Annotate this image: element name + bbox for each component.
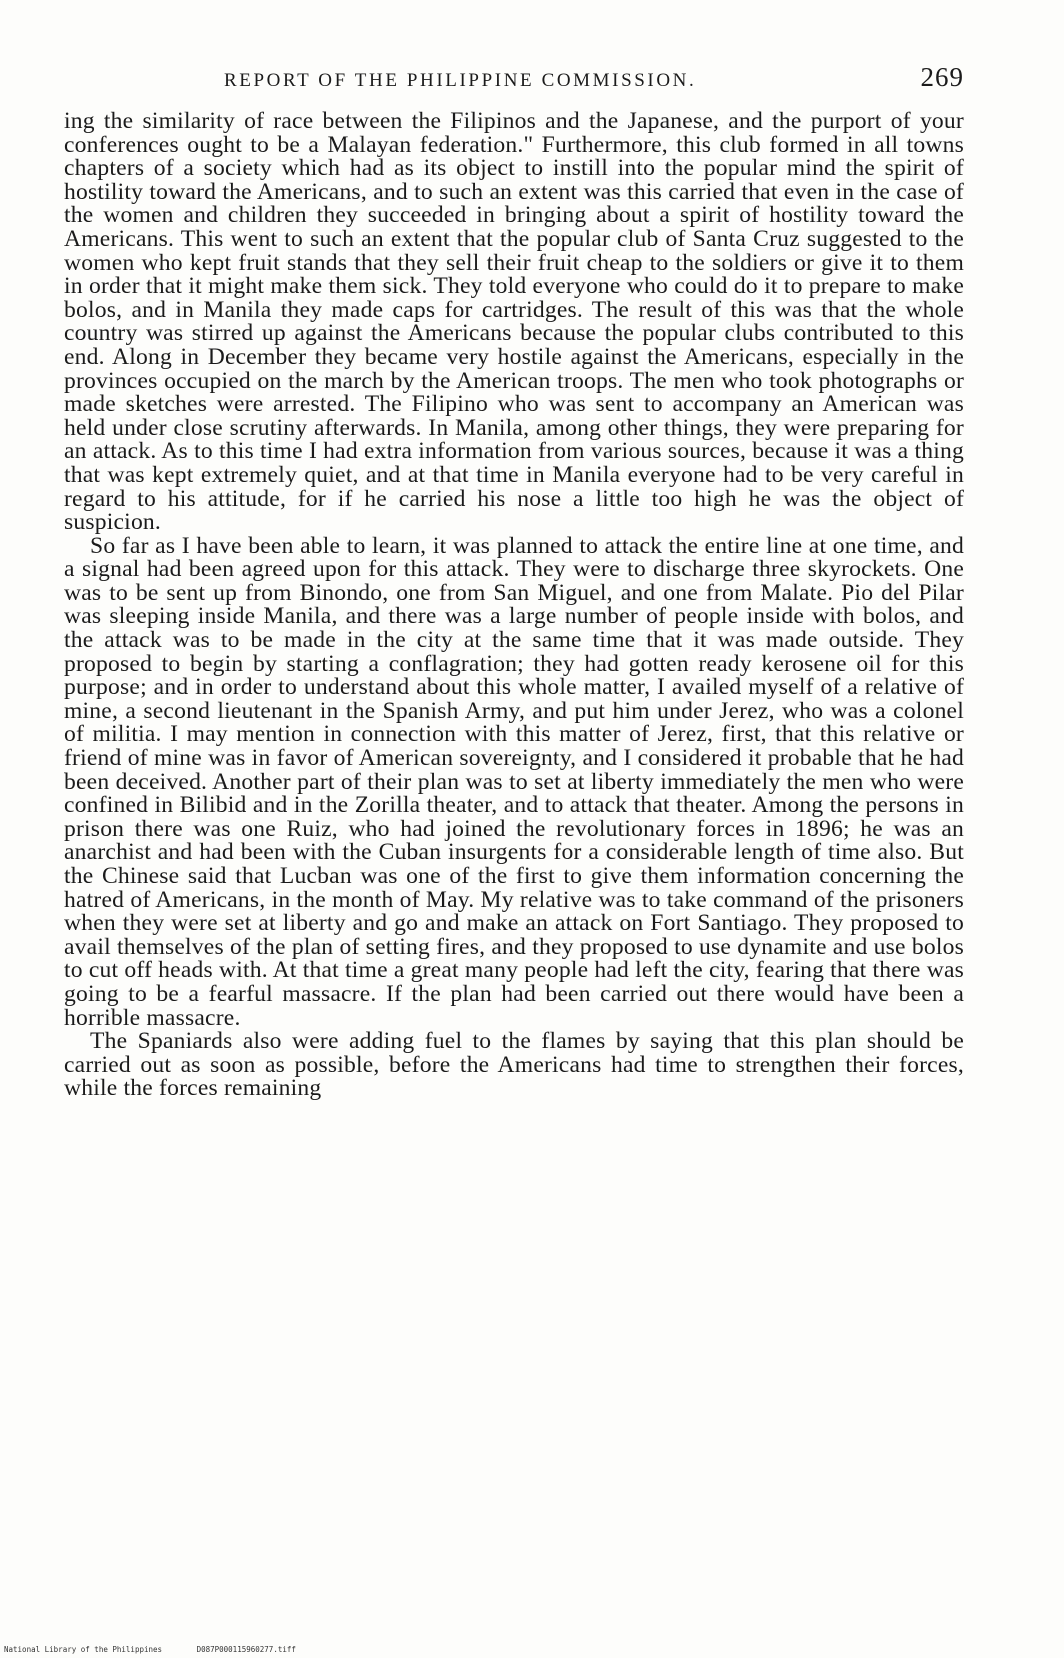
scan-footer — [4, 1645, 296, 1654]
running-title: REPORT OF THE PHILIPPINE COMMISSION. — [224, 70, 697, 91]
paragraph-1: ing the similarity of race between the Filipinos and the Japanese, and the purport of your conferences ought to be a Malayan federation." Furthermore, this club formed in all towns chapters of a society which had as its object to instill into the popular mind the spirit of hostility toward the Americans, and to such an extent was this carried that even in the case of the women and children they succeeded in bringing about a spirit of hostility toward the Americans. This went to such an extent that the popular club of Santa Cruz suggested to the women who kept fruit stands that they sell their fruit cheap to the soldiers or give it to them in order that it might make them sick. They told everyone who could do it to prepare to make bolos, and in Manila they made caps for cartridges. The result of this was that the whole country was stirred up against the Americans because the popular clubs contributed to this end. Along in December they became very hostile against the Americans, especially in the provinces occupied on the march by the American troops. The men who took photographs or made sketches were arrested. The Filipino who was sent to accompany an American was held under close scrutiny afterwards. In Manila, among other things, they were preparing for an attack. As to this time I had extra information from various sources, because it was a thing that was kept extremely quiet, and at that time in Manila everyone had to be very careful in regard to his attitude, for if he carried his nose a little too high he was the object of suspicion. — [64, 108, 964, 536]
running-header — [64, 62, 964, 98]
page-number: 269 — [920, 62, 964, 92]
footer-filename: D087P000115960277.tiff — [196, 1645, 296, 1654]
paragraph-2: So far as I have been able to learn, it was planned to attack the entire line at one time, and a signal had been agreed upon for this attack. They were to discharge three skyrockets. One was to be sent up from Binondo, one from San Miguel, and one from Malate. Pio del Pilar was sleeping inside Manila, and there was a large number of people inside with bolos, and the attack was to be made in the city at the same time that it was made outside. They proposed to begin by starting a conflagration; they had gotten ready kerosene oil for this purpose; and in order to understand about this whole matter, I availed myself of a relative of mine, a second lieutenant in the Spanish Army, and put him under Jerez, who was a colonel of militia. I may mention in connection with this matter of Jerez, first, that this relative or friend of mine was in favor of American sovereignty, and I considered it probable that he had been deceived. Another part of their plan was to set at liberty immediately the men who were confined in Bilibid and in the Zorilla theater, and to attack that theater. Among the persons in prison there was one Ruiz, who had joined the revolutionary forces in 1896; he was an anarchist and had been with the Cuban insurgents for a considerable length of time also. But the Chinese said that Lucban was one of the first to give them information concerning the hatred of Americans, in the month of May. My relative was to take command of the prisoners when they were set at liberty and go and make an attack on Fort Santiago. They proposed to avail themselves of the plan of setting fires, and they proposed to use dynamite and use bolos to cut off heads with. At that time a great many people had left the city, fearing that there was going to be a fearful massacre. If the plan had been carried out there would have been a horrible massacre. — [64, 532, 964, 1031]
footer-library: National Library of the Philippines — [4, 1645, 163, 1654]
body-text — [64, 110, 964, 1610]
paragraph-3: The Spaniards also were adding fuel to the flames by saying that this plan should be carried out as soon as possible, before the Americans had time to strengthen their forces, while the forces remaining — [64, 1028, 964, 1102]
